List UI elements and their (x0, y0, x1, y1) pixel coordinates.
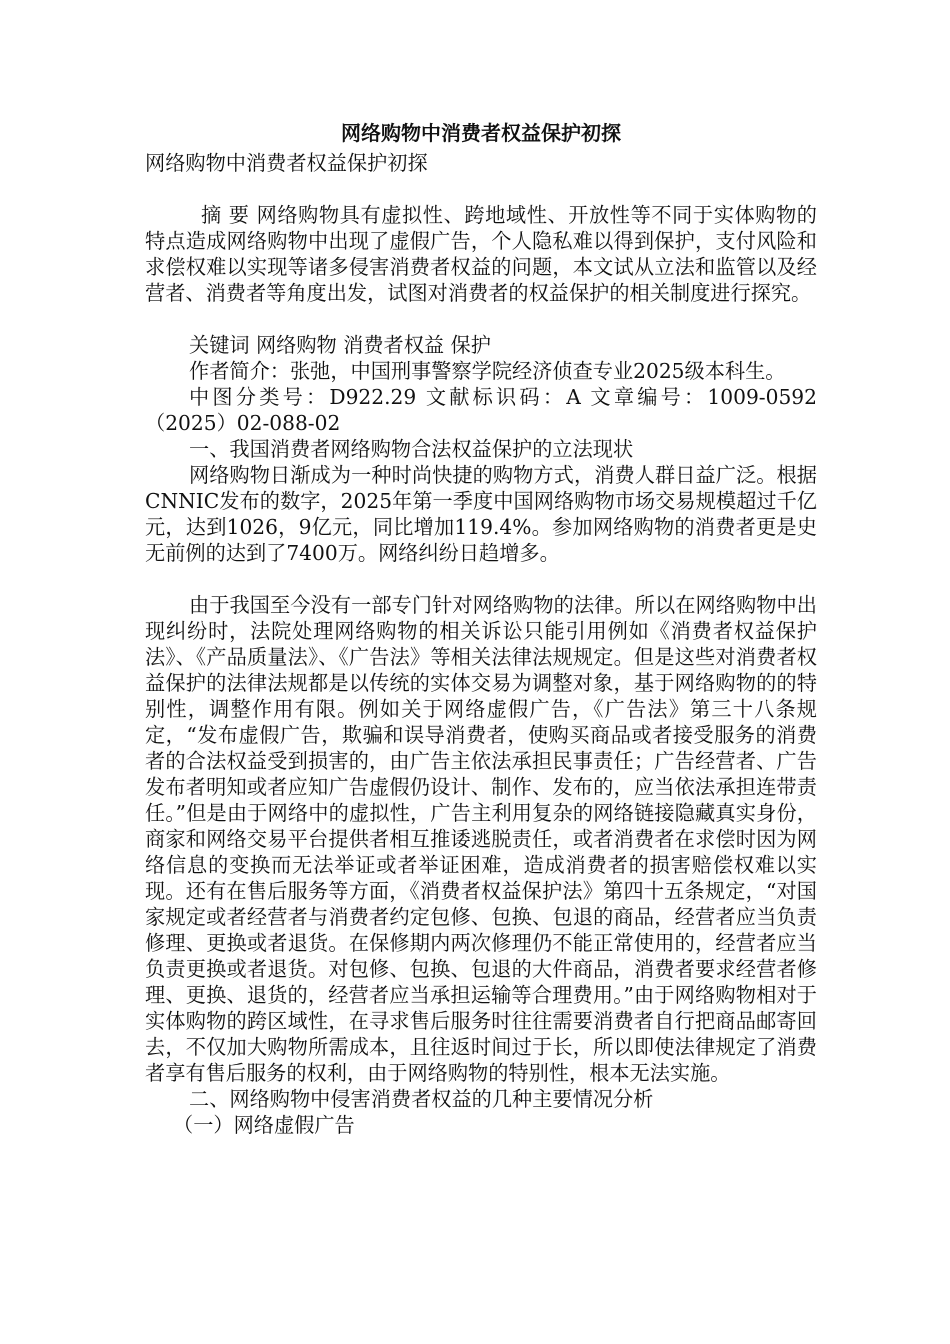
section-heading-1: 一、我国消费者网络购物合法权益保护的立法现状 (189, 437, 634, 461)
keywords-line: 关键词 网络购物 消费者权益 保护 (189, 333, 491, 357)
document-subtitle: 网络购物中消费者权益保护初探 (145, 151, 428, 175)
body-paragraph-2: 由于我国至今没有一部专门针对网络购物的法律。所以在网络购物中出现纠纷时，法院处理网络购物的相关诉讼只能引用例如《消费者权益保护法》、《产品质量法》、《广告法》等相关法律法规规定。但是这些对消费者权益保护的法律法规都是以传统的实体交易为调整对象，基于网络购物的的特别性，调整作用有限。例如关于网络虚假广告，《广告法》第三十八条规定，“发布虚假广告，欺骗和误导消费者，使购买商品或者接受服务的消费者的合法权益受到损害的，由广告主依法承担民事责任；广告经营者、广告发布者明知或者应知广告虚假仍设计、制作、发布的，应当依法承担连带责任。”但是由于网络中的虚拟性，广告主利用复杂的网络链接隐藏真实身份，商家和网络交易平台提供者相互推诿逃脱责任，或者消费者在求偿时因为网络信息的变换而无法举证或者举证困难，造成消费者的损害赔偿权难以实现。还有在售后服务等方面，《消费者权益保护法》第四十五条规定，“对国家规定或者经营者与消费者约定包修、包换、包退的商品，经营者应当负责修理、更换或者退货。在保修期内两次修理仍不能正常使用的，经营者应当负责更换或者退货。对包修、包换、包退的大件商品，消费者要求经营者修理、更换、退货的，经营者应当承担运输等合理费用。”由于网络购物相对于实体购物的跨区域性，在寻求售后服务时往往需要消费者自行把商品邮寄回去，不仅加大购物所需成本，且往返时间过于长，所以即使法律规定了消费者享有售后服务的权利，由于网络购物的特别性，根本无法实施。 (145, 593, 817, 1085)
author-note: 作者简介：张弛，中国刑事警察学院经济侦查专业2025级本科生。 (189, 359, 786, 383)
spacer (145, 306, 817, 332)
body-paragraph-1: 网络购物日渐成为一种时尚快捷的购物方式，消费人群日益广泛。根据CNNIC发布的数字，2025年第一季度中国网络购物市场交易规模超过千亿元，达到1026，9亿元，同比增加119.4%。参加网络购物的消费者更是史无前例的达到了7400万。网络纠纷日趋增多。 (145, 463, 817, 565)
document-page (145, 118, 817, 1138)
classification-line: 中图分类号：D922.29 文献标识码：A 文章编号：1009-0592（2025）02-088-02 (145, 385, 817, 435)
abstract-paragraph: 摘 要 网络购物具有虚拟性、跨地域性、开放性等不同于实体购物的特点造成网络购物中出现了虚假广告，个人隐私难以得到保护，支付风险和求偿权难以实现等诸多侵害消费者权益的问题，本文试从立法和监管以及经营者、消费者等角度出发，试图对消费者的权益保护的相关制度进行探究。 (145, 203, 817, 305)
document-title: 网络购物中消费者权益保护初探 (341, 121, 621, 145)
spacer (145, 176, 817, 202)
subsection-heading-1: （一）网络虚假广告 (173, 1113, 355, 1137)
section-heading-2: 二、网络购物中侵害消费者权益的几种主要情况分析 (189, 1087, 654, 1111)
spacer (145, 566, 817, 592)
